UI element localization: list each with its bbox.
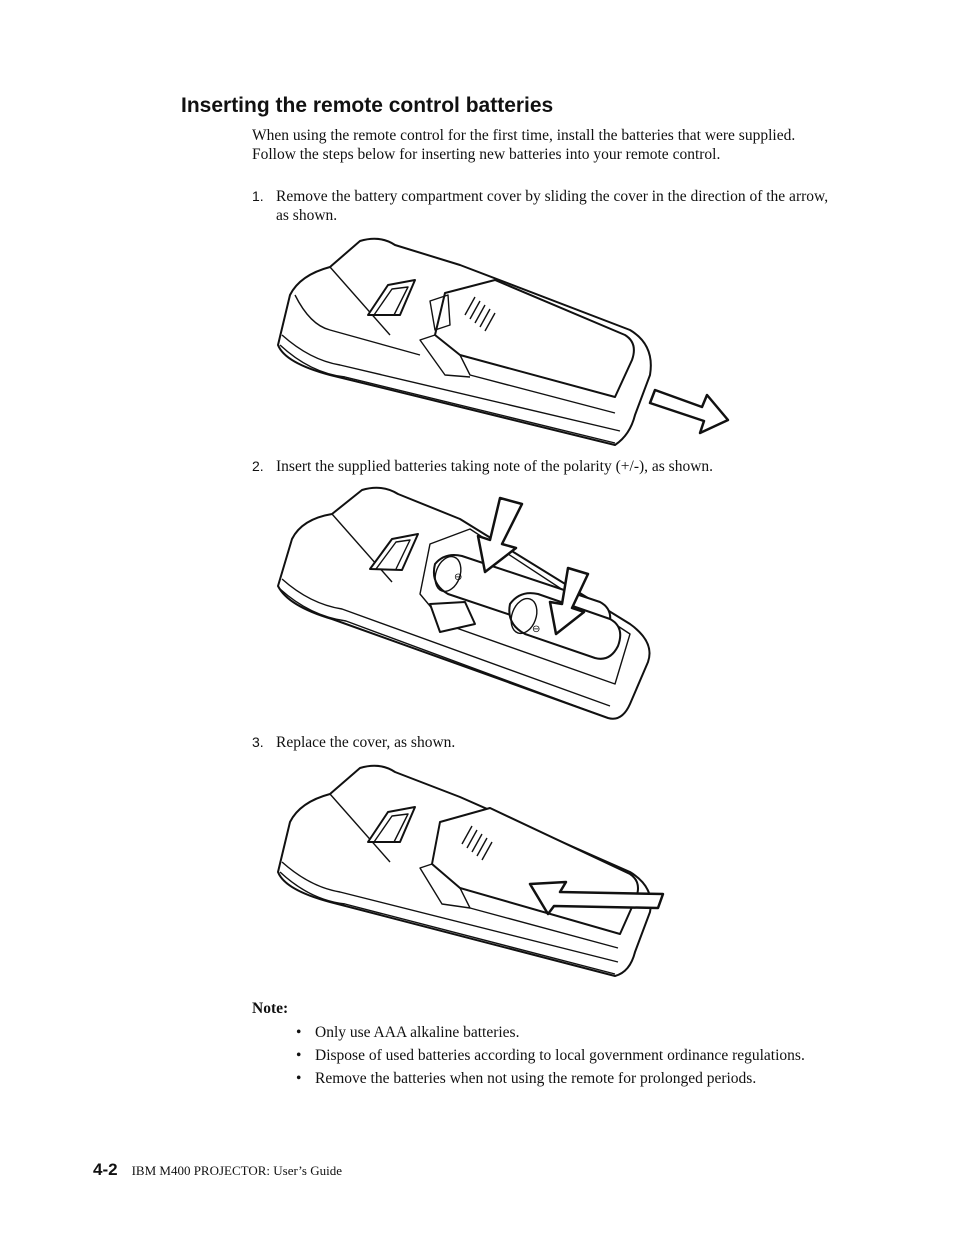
- guide-title: IBM M400 PROJECTOR: User’s Guide: [131, 1163, 343, 1178]
- list-item: [296, 1023, 836, 1042]
- remote-battery-insertion-illustration: [270, 484, 660, 729]
- step-2-number: 2.: [252, 458, 264, 474]
- svg-text:⊖: ⊖: [454, 572, 463, 583]
- bullet-icon: •: [296, 1024, 302, 1041]
- list-item: [296, 1069, 836, 1088]
- remote-cover-replace-illustration: [270, 762, 680, 982]
- page-footer: [93, 1160, 342, 1180]
- page-number: 4-2: [93, 1160, 118, 1179]
- note-item-text: Remove the batteries when not using the remote for prolonged periods.: [315, 1070, 757, 1087]
- note-label: Note:: [252, 1000, 289, 1017]
- step-3-text: Replace the cover, as shown.: [276, 734, 456, 751]
- note-item-text: Only use AAA alkaline batteries.: [315, 1024, 520, 1041]
- note-list: [296, 1023, 836, 1092]
- bullet-icon: •: [296, 1070, 302, 1087]
- step-1-number: 1.: [252, 188, 264, 204]
- step-2-text: Insert the supplied batteries taking note of the polarity (+/-), as shown.: [276, 458, 714, 475]
- step-3-number: 3.: [252, 734, 264, 750]
- step-1-text: Remove the battery compartment cover by sliding the cover in the direction of the arrow, as shown.: [276, 188, 829, 224]
- list-item: [296, 1046, 836, 1065]
- bullet-icon: •: [296, 1047, 302, 1064]
- section-title: Inserting the remote control batteries: [181, 94, 554, 117]
- svg-text:⊖: ⊖: [532, 624, 541, 635]
- remote-cover-removal-illustration: [270, 235, 740, 450]
- note-item-text: Dispose of used batteries according to local government ordinance regulations.: [315, 1047, 805, 1064]
- intro-paragraph: When using the remote control for the first time, install the batteries that were supplied. Follow the steps below for inserting new batteries into your remote control.: [252, 127, 796, 163]
